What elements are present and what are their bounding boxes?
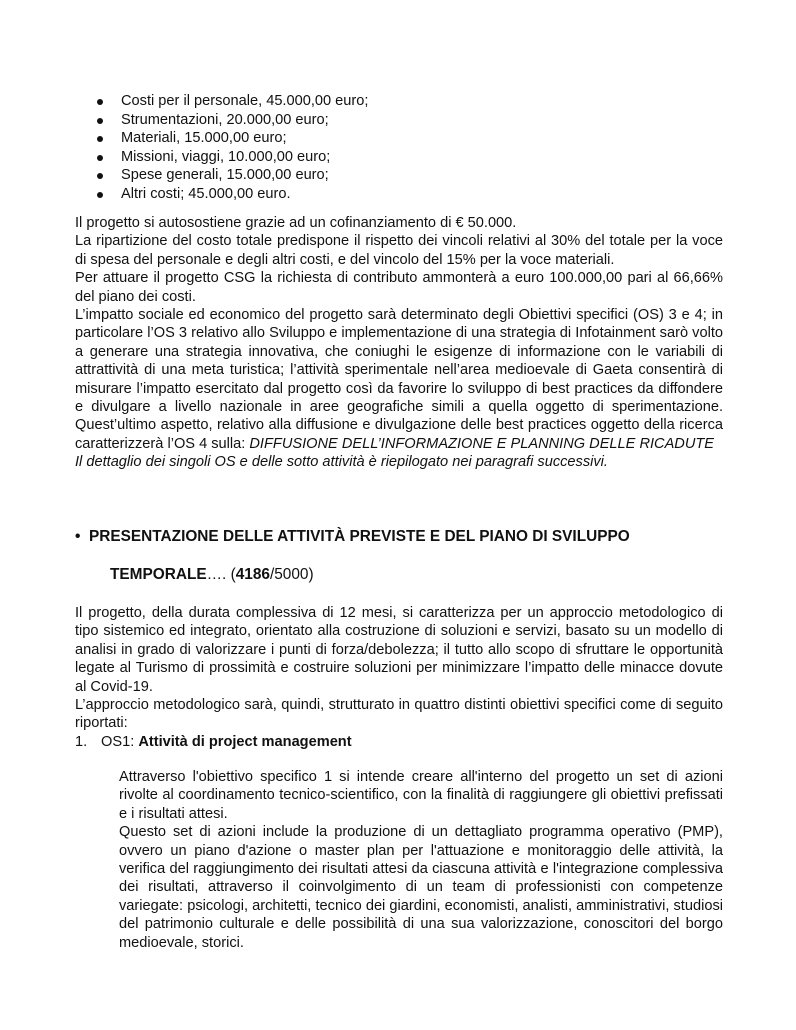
character-limit: /5000)	[269, 566, 314, 583]
heading-line2-dots: …. (	[206, 566, 236, 583]
cost-item-label: Missioni, viaggi, 10.000,00 euro;	[121, 148, 331, 165]
bullet-icon	[97, 155, 103, 161]
cost-item-label: Strumentazioni, 20.000,00 euro;	[121, 111, 329, 128]
objectives-intro-paragraph: L’approccio metodologico sarà, quindi, strutturato in quattro distinti obiettivi specifici come di seguito riportati:	[75, 697, 723, 732]
cost-split-paragraph: La ripartizione del costo totale predispone il rispetto dei vincoli relativi al 30% del totale per la voce di spesa del personale e degli altri costi, e del vincolo del 15% per la voce materiali.	[75, 233, 723, 268]
detail-note: Il dettaglio dei singoli OS e delle sotto attività è riepilogato nei paragrafi successivi.	[75, 454, 608, 471]
impact-text: L’impatto sociale ed economico del progetto sarà determinato degli Obiettivi specifici (OS) 3 e 4; in particolare l’OS 3 relativo allo Sviluppo e implementazione di una strategia di Infotainment sarò volto a generare una strategia innovativa, che coniughi le esigenze di informazione con le variabili di attrattività di una meta turistica; l’attività sperimentale nell’area medioevale di Gaeta consentirà di misurare l’impatto esercitato dal progetto così da favorire lo sviluppo di best practices da diffondere e divulgare a livello nazionale in aree geografiche simili a quella oggetto di sperimentazione. Quest’ultimo aspetto, relativo alla diffusione e divulgazione delle best practices oggetto della ricerca caratterizzerà l’OS 4 sulla:	[75, 307, 723, 452]
objective-prefix: OS1:	[101, 734, 139, 750]
funding-section	[75, 214, 723, 472]
character-count: 4186	[235, 566, 270, 583]
objective-number: 1.	[75, 734, 88, 750]
cofinancing-paragraph: Il progetto si autosostiene grazie ad un cofinanziamento di € 50.000.	[75, 215, 517, 231]
heading-line1: PRESENTAZIONE DELLE ATTIVITÀ PREVISTE E DEL PIANO DI SVILUPPO	[89, 528, 630, 545]
bullet-icon	[97, 118, 103, 124]
impact-paragraph	[75, 306, 723, 453]
contribution-paragraph: Per attuare il progetto CSG la richiesta di contributo ammonterà a euro 100.000,00 pari al 66,66% del piano dei costi.	[75, 270, 723, 305]
cost-item-label: Materiali, 15.000,00 euro;	[121, 130, 287, 147]
list-item	[75, 166, 735, 185]
cost-item-label: Spese generali, 15.000,00 euro;	[121, 167, 329, 184]
bullet-icon	[97, 136, 103, 142]
section-heading-continued	[110, 566, 314, 584]
bullet-icon	[97, 99, 103, 105]
os1-actions-paragraph: Questo set di azioni include la produzione di un dettagliato programma operativo (PMP), ovvero un piano d'azione o master plan per l'attuazione e monitoraggio delle attività, la verifica del raggiungimento dei risultati attesi da ciascuna attività e l'integrazione complessiva dei risultati, attraverso il coinvolgimento di un team di professionisti con competenze variegate: psicologi, architetti, tecnico dei giardini, economisti, analisti, amministrativi, studiosi del patrimonio culturale e delle possibilità di una sua valorizzazione, conoscitori del borgo medioevale, storici.	[119, 824, 723, 951]
impact-italic-text: DIFFUSIONE DELL’INFORMAZIONE E PLANNING DELLE RICADUTE	[249, 435, 715, 452]
objective-title: Attività di project management	[138, 734, 352, 750]
approach-paragraph: Il progetto, della durata complessiva di 12 mesi, si caratterizza per un approccio metodologico di tipo sistemico ed integrato, orientato alla costruzione di soluzioni e servizi, basato su un modello di analisi in grado di valorizzare i punti di forza/debolezza; il tutto allo scopo di sfruttare le opportunità legate al Turismo di prossimità e costruire soluzioni per minimizzare l’impatto delle minacce dovute al Covid-19.	[75, 605, 723, 695]
list-item	[75, 92, 735, 111]
bullet-icon	[97, 173, 103, 179]
heading-bullet-icon: •	[75, 528, 81, 545]
section-heading	[75, 528, 630, 546]
os1-paragraph: Attraverso l'obiettivo specifico 1 si intende creare all'interno del progetto un set di azioni rivolte al coordinamento tecnico-scientifico, con la finalità di raggiungere gli obiettivi prefissati e i risultati attesi.	[119, 769, 723, 822]
cost-item-label: Costi per il personale, 45.000,00 euro;	[121, 93, 369, 109]
bullet-icon	[97, 192, 103, 198]
list-item	[75, 185, 735, 204]
objective-item-os1	[75, 733, 352, 751]
list-item	[75, 129, 735, 148]
cost-item-label: Altri costi; 45.000,00 euro.	[121, 185, 291, 202]
approach-section	[75, 604, 723, 733]
list-item	[75, 111, 735, 130]
os1-description	[119, 768, 723, 952]
heading-line2-bold: TEMPORALE	[110, 566, 207, 583]
cost-list	[75, 92, 735, 204]
list-item	[75, 148, 735, 167]
